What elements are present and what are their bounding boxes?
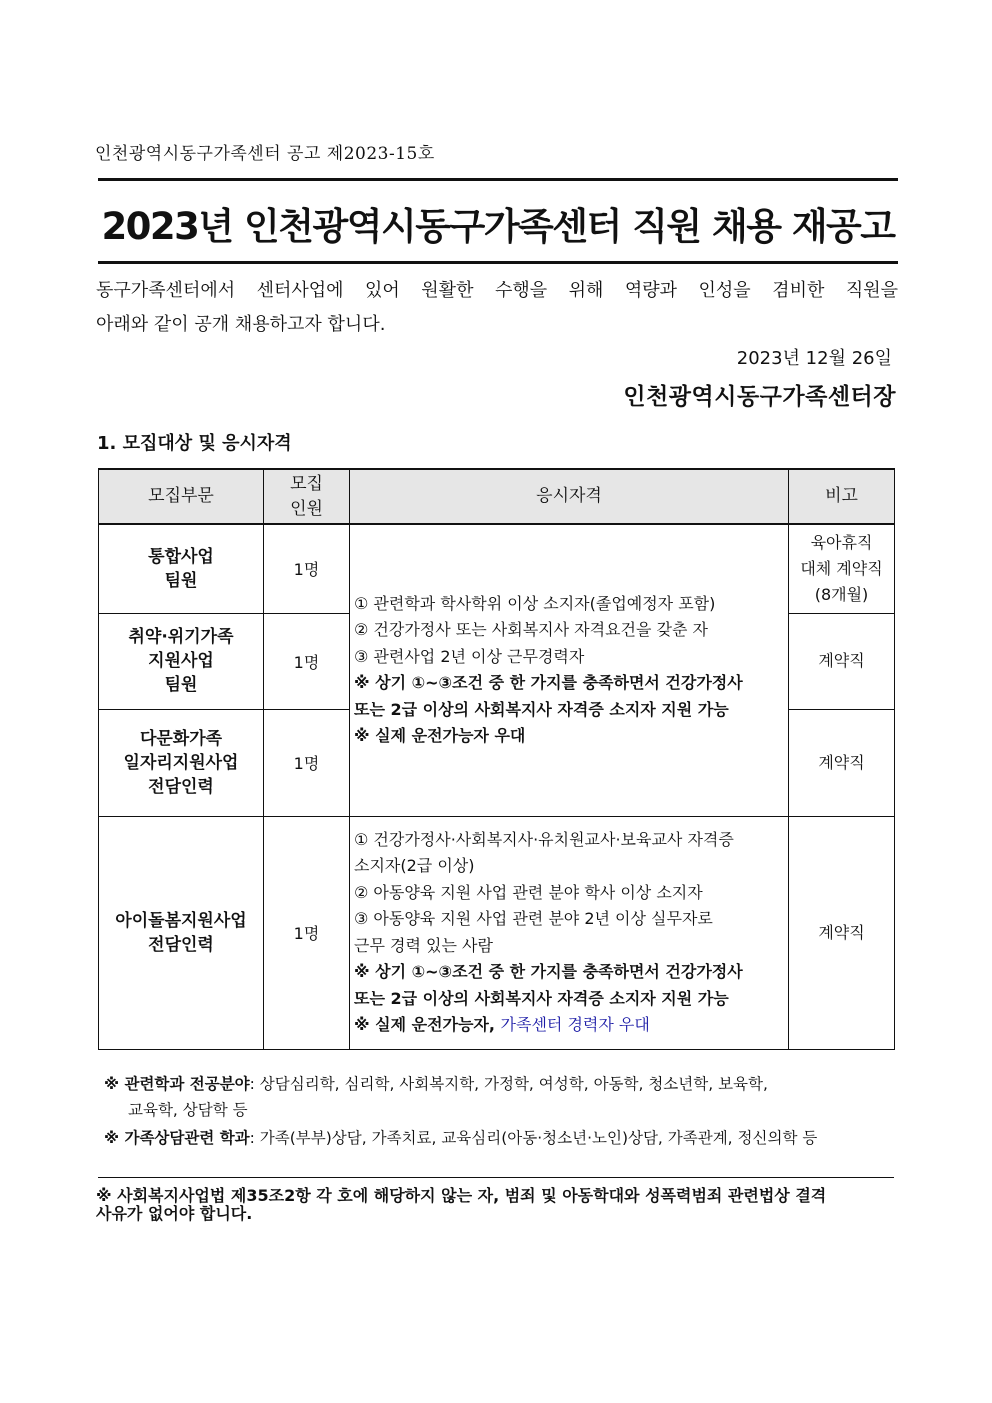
final-notice-line-1: ※ 사회복지사업법 제35조2항 각 호에 해당하지 않는 자, 범죄 및 아동학대와 성폭력범죄 관련법상 결격 [96,1186,827,1205]
count-cell: 1명 [264,816,350,1049]
qualification-bold-line: 또는 2급 이상의 사회복지사 자격증 소지자 지원 가능 [354,988,729,1008]
note-cell [789,709,895,816]
department-cell [99,613,264,709]
page-title: 2023년 인천광역시동구가족센터 직원 채용 재공고 [101,205,895,248]
qualification-bold-line [354,1012,784,1039]
qualification-line: ③ 관련사업 2년 이상 근무경력자 [354,646,585,666]
department-line: 전담인력 [148,776,214,797]
department-cell [99,524,264,613]
department-line: 팀원 [164,675,198,695]
qualification-bold-line: ※ 실제 운전가능자 우대 [354,726,526,746]
footnote-label: ※ 관련학과 전공분야 [104,1075,250,1093]
department-line: 일자리지원사업 [123,752,239,773]
final-notice [96,1187,896,1223]
footnote-divider [98,1177,894,1178]
recruitment-table [98,468,895,1050]
department-line: 다문화가족 [139,728,223,749]
title-bottom-rule [98,261,898,264]
count-cell: 1명 [264,613,350,709]
count-cell: 1명 [264,524,350,613]
header-count-line-2: 인원 [290,498,323,519]
signer: 인천광역시동구가족센터장 [623,384,896,410]
department-line: 지원사업 [148,651,214,671]
title-top-rule [98,178,898,181]
qualification-prefix: ※ 실제 운전가능자, [354,1015,501,1034]
qualification-line: ① 건강가정사·사회복지사·유치원교사·보육교사 자격증 [354,829,734,849]
department-cell [99,709,264,816]
department-line: 취약·위기가족 [128,627,234,647]
header-count-line-1: 모집 [290,473,323,494]
footnote-related-majors-cont: 교육학, 상담학 등 [128,1101,248,1119]
table-row [99,524,895,613]
department-line: 전담인력 [148,934,214,955]
note-line: 계약직 [818,752,865,772]
table-row [99,816,895,1049]
qualification-line: 근무 경력 있는 사람 [354,935,493,955]
header-note: 비고 [789,469,895,524]
section-title: 1. 모집대상 및 응시자격 [97,433,292,454]
qualification-cell [350,524,789,816]
department-line: 통합사업 [148,546,214,567]
intro-line-2: 아래와 같이 공개 채용하고자 합니다. [96,314,386,335]
note-line: 육아휴직 [810,532,873,552]
qualification-highlight: 가족센터 경력자 우대 [500,1015,650,1034]
announcement-date: 2023년 12월 26일 [736,348,892,369]
department-line: 팀원 [164,570,198,591]
footnote-related-majors [104,1072,768,1097]
footnote-label: ※ 가족상담관련 학과 [104,1129,250,1147]
qualification-bold-line: ※ 상기 ①~③조건 중 한 가지를 충족하면서 건강가정사 [354,962,743,981]
table-header-row [99,469,895,524]
note-line: 계약직 [818,922,865,942]
count-cell: 1명 [264,709,350,816]
final-notice-line-2: 사유가 없어야 합니다. [96,1204,253,1223]
header-department: 모집부문 [99,469,264,524]
note-line: (8개월) [814,584,869,604]
intro-line-1: 동구가족센터에서 센터사업에 있어 원활한 수행을 위해 역량과 인성을 겸비한 직원을 [96,280,898,301]
qualification-cell [350,816,789,1049]
notice-number: 인천광역시동구가족센터 공고 제2023-15호 [95,144,435,164]
note-line: 계약직 [818,651,865,670]
department-cell [99,816,264,1049]
qualification-line: ② 아동양육 지원 사업 관련 분야 학사 이상 소지자 [354,882,703,902]
header-count [264,469,350,524]
qualification-line: ② 건강가정사 또는 사회복지사 자격요건을 갖춘 자 [354,620,708,640]
qualification-line: 소지자(2급 이상) [354,856,475,875]
note-cell [789,524,895,613]
department-line: 아이돌봄지원사업 [115,910,247,931]
qualification-bold-line: ※ 상기 ①~③조건 중 한 가지를 충족하면서 건강가정사 [354,673,743,693]
qualification-line: ① 관련학과 학사학위 이상 소지자(졸업예정자 포함) [354,593,716,613]
footnote-family-counseling [104,1126,817,1151]
note-line: 대체 계약직 [800,558,883,578]
note-cell [789,816,895,1049]
qualification-line: ③ 아동양육 지원 사업 관련 분야 2년 이상 실무자로 [354,909,713,928]
footnote-text: : 상담심리학, 심리학, 사회복지학, 가정학, 여성학, 아동학, 청소년학, 보육학, [249,1075,768,1093]
header-qualification: 응시자격 [350,469,789,524]
footnote-text: : 가족(부부)상담, 가족치료, 교육심리(아동·청소년·노인)상담, 가족관계, 정신의학 등 [249,1129,818,1147]
qualification-bold-line: 또는 2급 이상의 사회복지사 자격증 소지자 지원 가능 [354,699,729,719]
note-cell [789,613,895,709]
